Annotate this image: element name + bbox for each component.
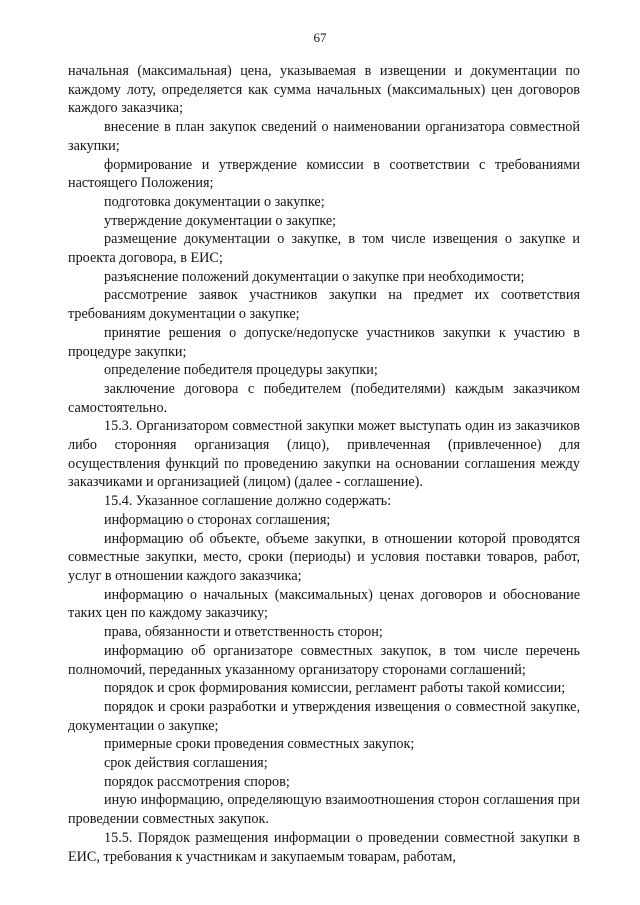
section-paragraph: 15.3. Организатором совместной закупки может выступать один из заказчиков либо сторонняя организация (лицо), привлеченная (привлеченное) для осуществления функций по проведению закупки на основании соглашения между заказчиками и организацией (лицом) (далее - соглашение).: [68, 418, 580, 491]
paragraph: принятие решения о допуске/недопуске участников закупки к участию в процедуре закупки;: [68, 324, 580, 360]
paragraph: определение победителя процедуры закупки;: [104, 362, 378, 379]
paragraph: информацию о сторонах соглашения;: [104, 511, 331, 528]
paragraph: информацию об объекте, объеме закупки, в отношении которой проводятся совместные закупки, место, сроки (периоды) и условия поставки товаров, работ, услуг в отношении каждого заказчика;: [68, 530, 580, 584]
paragraph: информацию о начальных (максимальных) ценах договоров и обоснование таких цен по каждому заказчику;: [68, 586, 580, 622]
paragraph: срок действия соглашения;: [104, 755, 268, 772]
paragraph: формирование и утверждение комиссии в соответствии с требованиями настоящего Положения;: [68, 156, 580, 192]
paragraph: подготовка документации о закупке;: [104, 193, 325, 210]
section-paragraph: 15.4. Указанное соглашение должно содержать:: [104, 493, 392, 510]
paragraph: порядок рассмотрения споров;: [104, 773, 290, 790]
paragraph: иную информацию, определяющую взаимоотношения сторон соглашения при проведении совместных закупок.: [68, 792, 580, 828]
page-number: 67: [313, 30, 327, 45]
paragraph: порядок и срок формирования комиссии, регламент работы такой комиссии;: [104, 680, 566, 697]
paragraph: примерные сроки проведения совместных закупок;: [104, 736, 415, 753]
paragraph: разъяснение положений документации о закупке при необходимости;: [104, 268, 525, 285]
paragraph: внесение в план закупок сведений о наименовании организатора совместной закупки;: [68, 119, 580, 154]
paragraph: информацию об организаторе совместных закупок, в том числе перечень полномочий, переданных указанному организатору сторонами соглашений;: [68, 642, 580, 678]
paragraph: рассмотрение заявок участников закупки на предмет их соответствия требованиям документации о закупке;: [68, 287, 580, 323]
section-paragraph: 15.5. Порядок размещения информации о проведении совместной закупки в ЕИС, требования к участникам и закупаемым товарам, работам,: [68, 829, 580, 865]
paragraph: права, обязанности и ответственность сторон;: [104, 624, 383, 641]
paragraph: размещение документации о закупке, в том числе извещения о закупке и проекта договора, в ЕИС;: [68, 231, 580, 267]
paragraph: заключение договора с победителем (победителями) каждым заказчиком самостоятельно.: [68, 380, 580, 416]
paragraph: порядок и сроки разработки и утверждения извещения о совместной закупке, документации о закупке;: [68, 698, 580, 734]
document-body: [68, 62, 580, 866]
paragraph: начальная (максимальная) цена, указываемая в извещении и документации по каждому лоту, определяется как сумма начальных (максимальных) цен договоров каждого заказчика;: [68, 63, 580, 117]
paragraph: утверждение документации о закупке;: [104, 212, 337, 229]
